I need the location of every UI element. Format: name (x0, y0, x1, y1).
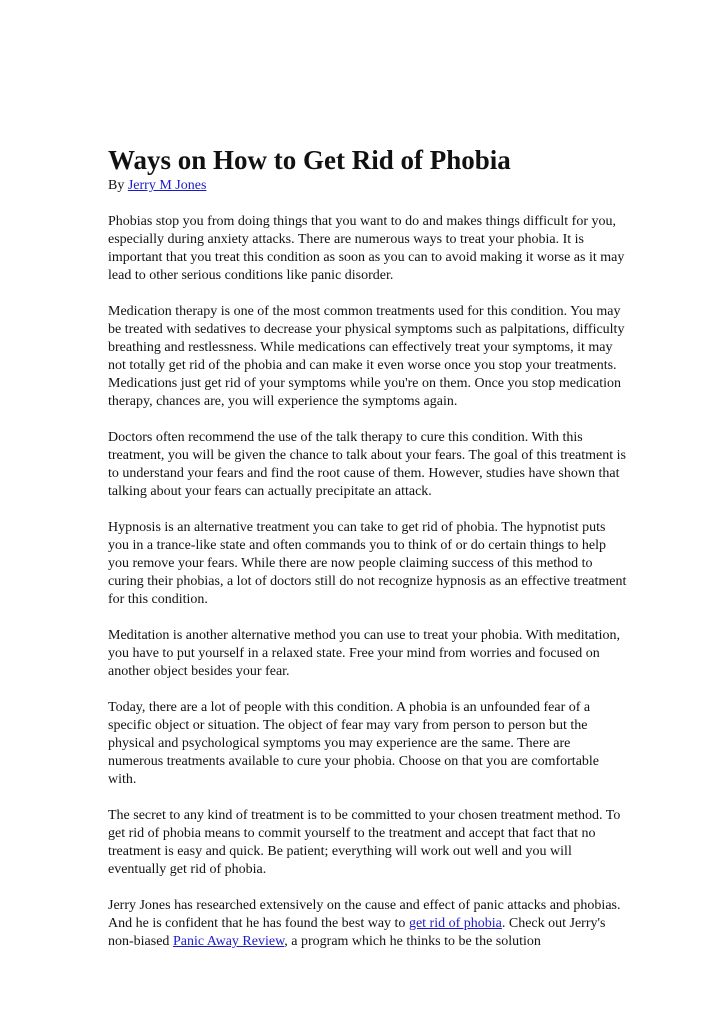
bio-text-1: Jerry Jones has researched extensively on the cause and effect of panic attacks and phobias. And he is confident that he has found the best way to (108, 898, 621, 931)
bio-text-3: , a program which he thinks to be the solution (284, 934, 541, 949)
paragraph-hypnosis: Hypnosis is an alternative treatment you can take to get rid of phobia. The hypnotist puts you in a trance-like state and often commands you to think of or do certain things to help you remove your fears. While there are now people claiming success of this method to curing their phobias, a lot of doctors still do not recognize hypnosis as an effective treatment for this condition. (108, 520, 627, 607)
paragraph-secret: The secret to any kind of treatment is to be committed to your chosen treatment method. To get rid of phobia means to commit yourself to the treatment and accept that fact that no treatment is easy and quick. Be patient; everything will work out well and you will eventually get rid of phobia. (108, 808, 621, 877)
byline-prefix: By (108, 178, 128, 193)
panic-away-review-link[interactable]: Panic Away Review (172, 934, 285, 949)
get-rid-of-phobia-link[interactable]: get rid of phobia (408, 916, 502, 931)
article-title: Ways on How to Get Rid of Phobia (108, 145, 511, 175)
paragraph-medication: Medication therapy is one of the most common treatments used for this condition. You may be treated with sedatives to decrease your physical symptoms such as palpitations, difficulty breathing and restlessness. While medications can effectively treat your symptoms, it may not totally get rid of the phobia and can make it even worse once you stop your treatments. Medications just get rid of your symptoms while you're on them. Once you stop medication therapy, chances are, you will experience the symptoms again. (108, 304, 625, 409)
paragraph-talk-therapy: Doctors often recommend the use of the talk therapy to cure this condition. With this treatment, you will be given the chance to talk about your fears. The goal of this treatment is to understand your fears and find the root cause of them. However, studies have shown that talking about your fears can actually precipitate an attack. (108, 430, 626, 499)
article (108, 143, 628, 969)
bio-text-2: . Check out Jerry's non-biased (108, 916, 606, 949)
byline (108, 177, 628, 195)
author-bio (108, 897, 628, 951)
author-link[interactable]: Jerry M Jones (127, 178, 207, 193)
paragraph-meditation: Meditation is another alternative method you can use to treat your phobia. With meditation, you have to put yourself in a relaxed state. Free your mind from worries and focused on another object besides your fear. (108, 628, 620, 679)
paragraph-intro: Phobias stop you from doing things that you want to do and makes things difficult for you, especially during anxiety attacks. There are numerous ways to treat your phobia. It is important that you treat this condition as soon as you can to avoid making it worse as it may lead to other serious conditions like panic disorder. (108, 214, 625, 283)
paragraph-today: Today, there are a lot of people with this condition. A phobia is an unfounded fear of a specific object or situation. The object of fear may vary from person to person but the physical and psychological symptoms you may experience are the same. There are numerous treatments available to cure your phobia. Choose on that you are comfortable with. (108, 700, 600, 787)
